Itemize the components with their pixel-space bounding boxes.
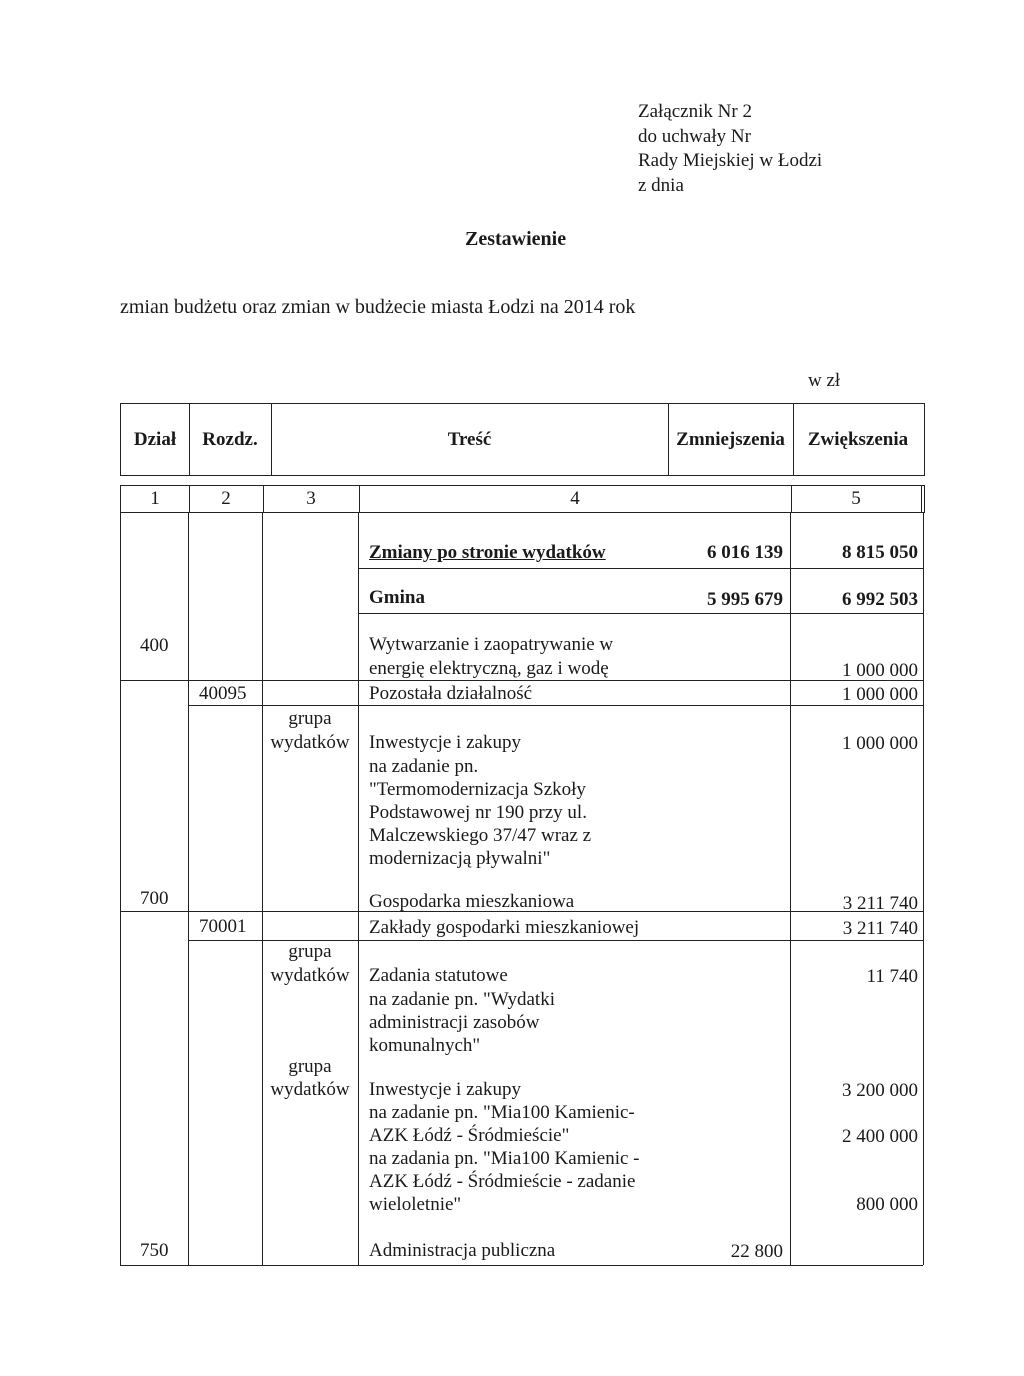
summary-decrease: 6 016 139 (707, 542, 783, 563)
g70001b-desc-line: AZK Łódź - Śródmieście" (369, 1125, 570, 1146)
g70001b-desc-line: wieloletnie" (369, 1194, 462, 1215)
expense-group-label: grupa (288, 1056, 332, 1077)
expense-group-label: wydatków (270, 732, 350, 753)
header-zmniejszenia: Zmniejszenia (676, 428, 785, 450)
d700-label: Gospodarka mieszkaniowa (369, 891, 575, 912)
g70001a-desc-line: komunalnych" (369, 1035, 481, 1056)
g70001a-desc-line: administracji zasobów (369, 1012, 540, 1033)
g40095-desc-line: modernizacją pływalni" (369, 848, 551, 869)
g40095-desc-line: "Termomodernizacja Szkoły (369, 779, 586, 800)
g40095-title: Inwestycje i zakupy (369, 732, 521, 753)
column-number: 4 (570, 488, 580, 509)
g70001b-amount-3: 800 000 (856, 1194, 918, 1215)
header-zwiekszenia: Zwiększenia (807, 428, 909, 450)
table-header (120, 403, 925, 476)
header-dzial: Dział (133, 428, 177, 450)
g70001b-desc-line: AZK Łódź - Śródmieście - zadanie (369, 1171, 636, 1192)
g70001b-desc-line: na zadanie pn. "Mia100 Kamienic- (369, 1102, 635, 1123)
expense-group-label: grupa (288, 708, 332, 729)
r70001-increase: 3 211 740 (842, 918, 918, 939)
column-number: 5 (851, 488, 861, 509)
g70001b-increase: 3 200 000 (842, 1080, 918, 1101)
attachment-council: Rady Miejskiej w Łodzi (638, 150, 823, 171)
expense-group-label: wydatków (270, 1079, 350, 1100)
dzial-700: 700 (140, 888, 169, 909)
expense-group-label: grupa (288, 941, 332, 962)
r40095-increase: 1 000 000 (842, 684, 918, 705)
g70001b-amount-2: 2 400 000 (842, 1126, 918, 1147)
g70001b-desc-line: na zadania pn. "Mia100 Kamienic - (369, 1148, 640, 1169)
d700-increase: 3 211 740 (842, 893, 918, 914)
g40095-increase: 1 000 000 (842, 733, 918, 754)
column-number-row (120, 485, 925, 513)
g40095-desc-line: Podstawowej nr 190 przy ul. (369, 802, 587, 823)
summary-increase: 8 815 050 (842, 542, 918, 563)
header-tresc: Treść (447, 428, 492, 450)
g70001a-title: Zadania statutowe (369, 965, 508, 986)
attachment-date: z dnia (638, 174, 684, 196)
d400-increase: 1 000 000 (842, 660, 918, 681)
gmina-label: Gmina (369, 587, 425, 608)
r70001-label: Zakłady gospodarki mieszkaniowej (369, 917, 640, 938)
column-number: 1 (150, 488, 160, 509)
d400-label-line2: energię elektryczną, gaz i wodę (369, 658, 609, 679)
d750-label: Administracja publiczna (369, 1240, 556, 1261)
document-title: Zestawienie (465, 228, 567, 250)
gmina-decrease: 5 995 679 (707, 589, 783, 610)
r40095-label: Pozostała działalność (369, 683, 533, 704)
dzial-400: 400 (140, 635, 169, 656)
header-rozdz: Rozdz. (202, 428, 258, 450)
g70001a-increase: 11 740 (866, 966, 918, 987)
attachment-resolution: do uchwały Nr (638, 125, 751, 147)
d400-label-line1: Wytwarzanie i zaopatrywanie w (369, 634, 614, 655)
attachment-number: Załącznik Nr 2 (638, 101, 752, 122)
summary-label: Zmiany po stronie wydatków (369, 542, 606, 563)
currency-unit: w zł (808, 370, 841, 391)
expense-group-label: wydatków (270, 965, 350, 986)
attachment-header (638, 100, 822, 198)
d750-decrease: 22 800 (730, 1241, 783, 1262)
g40095-desc-line: na zadanie pn. (369, 756, 479, 777)
rozdz-70001: 70001 (199, 916, 247, 937)
g40095-desc-line: Malczewskiego 37/47 wraz z (369, 825, 592, 846)
g70001a-desc-line: na zadanie pn. "Wydatki (369, 989, 555, 1010)
table-body (120, 513, 925, 1265)
dzial-750: 750 (140, 1240, 169, 1261)
column-number: 2 (221, 488, 231, 509)
g70001b-title: Inwestycje i zakupy (369, 1079, 521, 1100)
column-number: 3 (306, 488, 316, 509)
gmina-increase: 6 992 503 (842, 589, 918, 610)
rozdz-40095: 40095 (199, 683, 247, 704)
document-subtitle: zmian budżetu oraz zmian w budżecie miasta Łodzi na 2014 rok (120, 296, 636, 318)
